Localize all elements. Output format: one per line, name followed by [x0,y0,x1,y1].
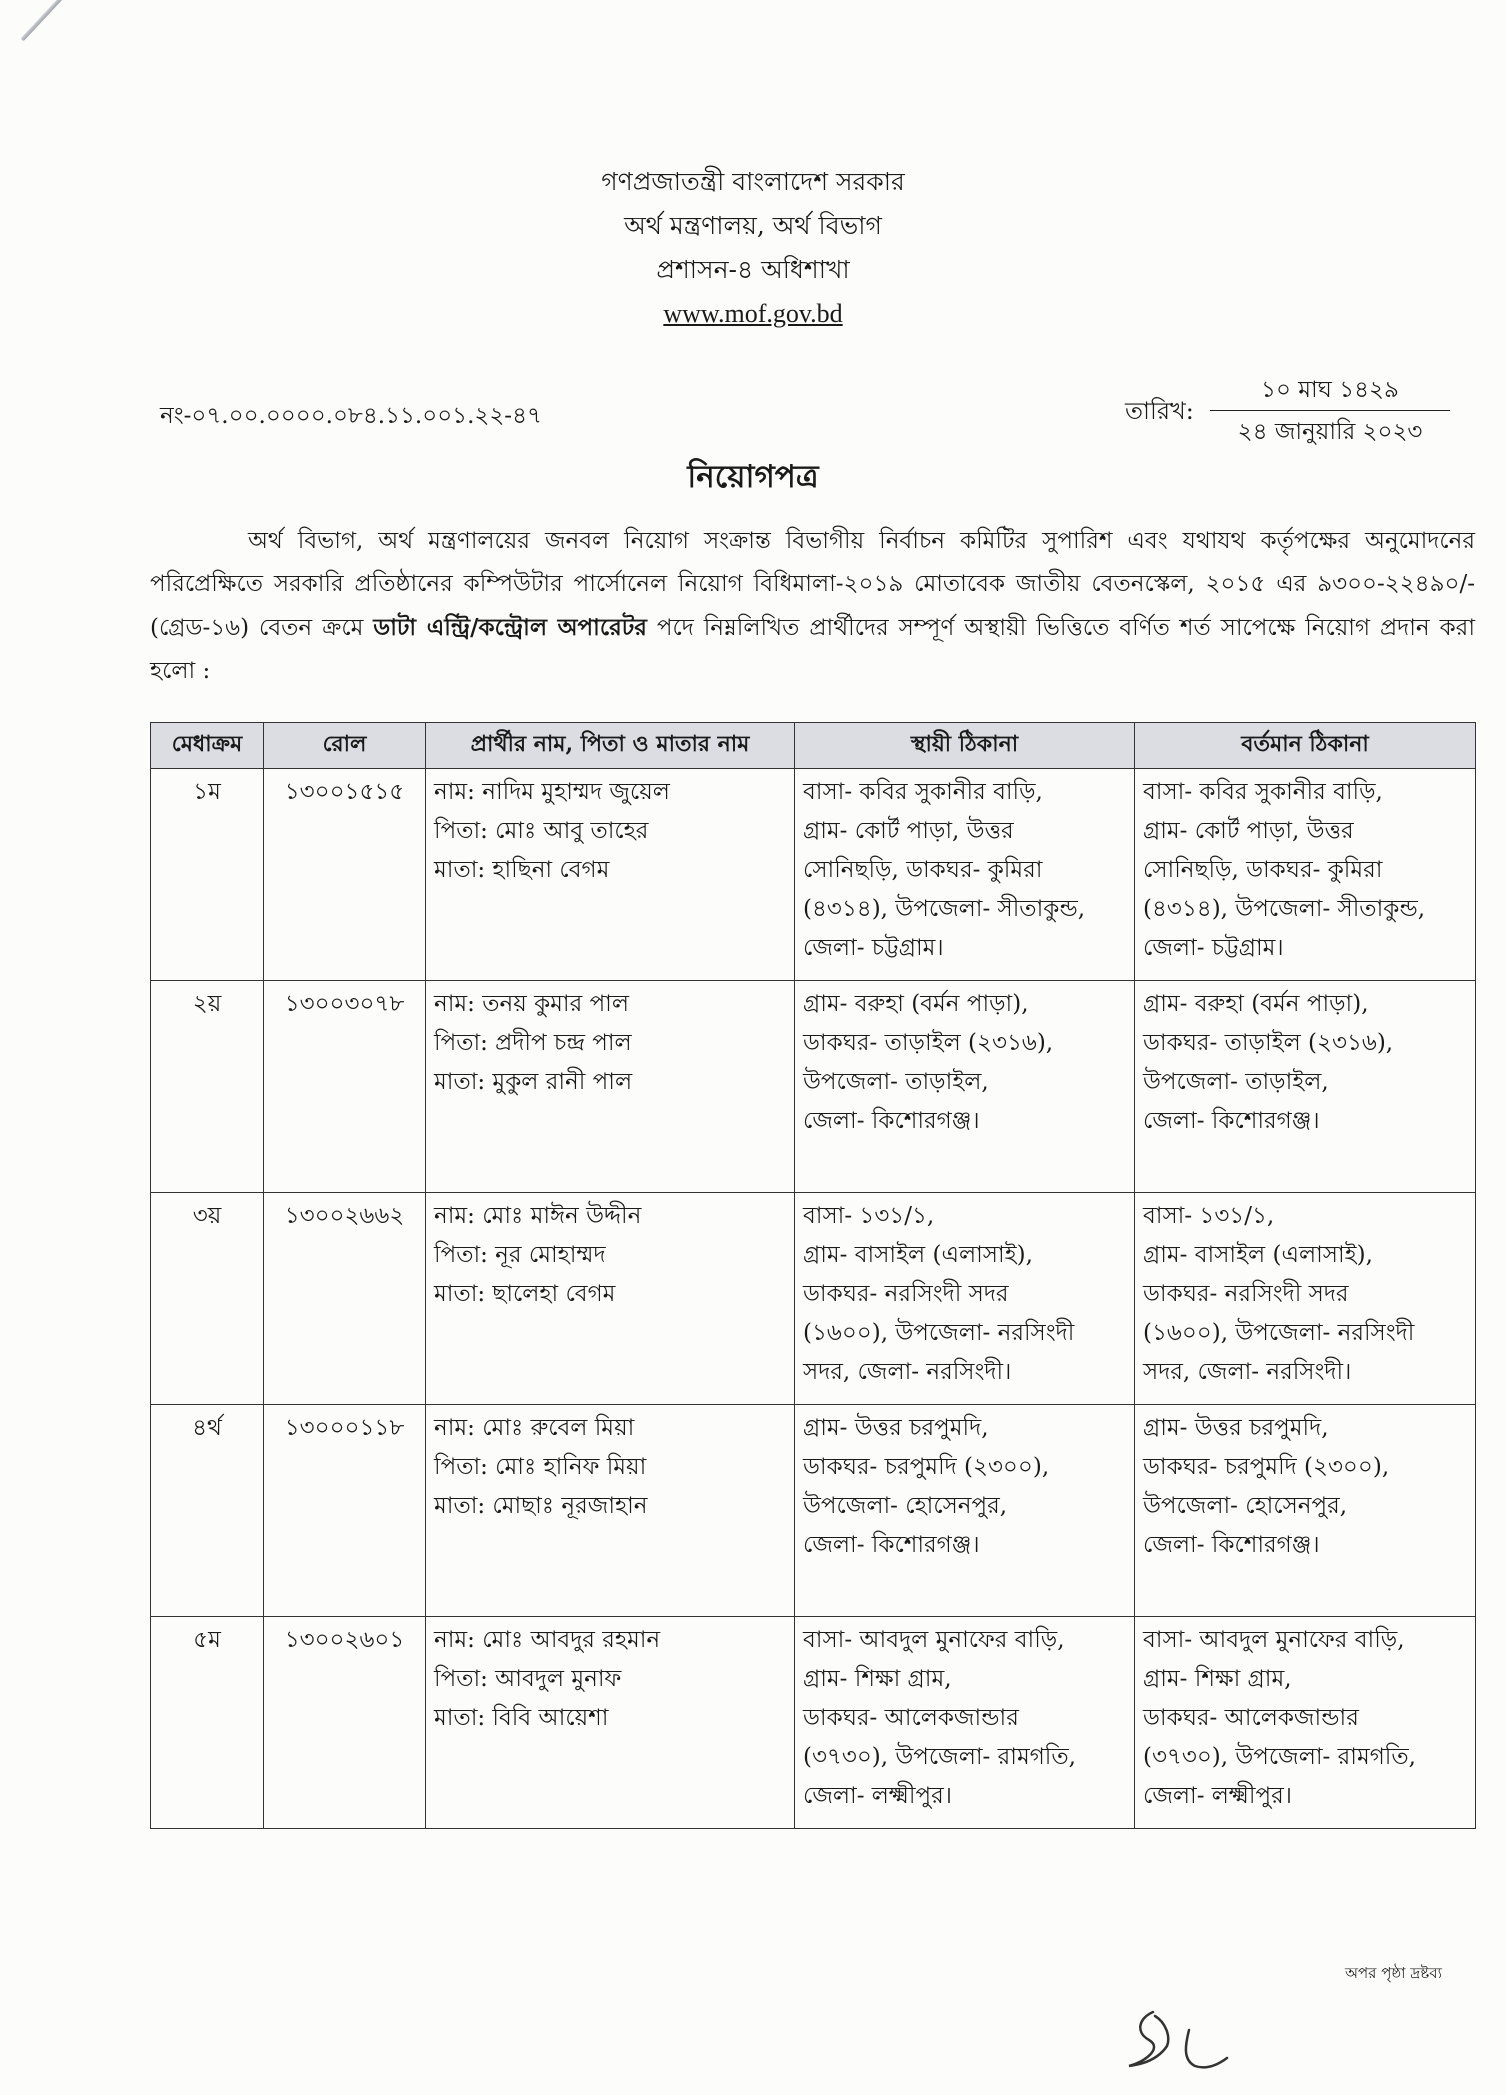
address-line: ডাকঘর- নরসিংদী সদর [803,1281,1009,1307]
address-line: বাসা- আবদুল মুনাফের বাড়ি, [1143,1627,1405,1653]
address-line: গ্রাম- উত্তর চরপুমদি, [1143,1415,1329,1441]
address-line: জেলা- কিশোরগঞ্জ। [1143,1532,1320,1558]
date-block [1210,370,1450,451]
address-line: গ্রাম- বরুহা (বর্মন পাড়া), [1143,991,1369,1017]
address-line: জেলা- কিশোরগঞ্জ। [1143,1108,1320,1134]
cell-roll: ১৩০০২৬০১ [264,1617,426,1829]
table-row [151,1617,1476,1829]
address-line: জেলা- কিশোরগঞ্জ। [803,1108,980,1134]
cell-rank: ৫ম [151,1617,264,1829]
address-line: ডাকঘর- চরপুমদি (২৩০০), [803,1454,1050,1480]
cell-roll: ১৩০০২৬৬২ [264,1193,426,1405]
candidate-name: নাম: মোঃ মাঈন উদ্দীন [434,1203,642,1229]
address-line: গ্রাম- উত্তর চরপুমদি, [803,1415,989,1441]
address-line: (৪৩১৪), উপজেলা- সীতাকুন্ড, [1143,896,1426,922]
father-name: পিতা: মোঃ আবু তাহের [434,818,649,844]
address-line: বাসা- ১৩১/১, [803,1203,935,1229]
table-header-row [151,723,1476,769]
address-line: সদর, জেলা- নরসিংদী। [1143,1359,1352,1385]
cell-permanent-address [795,1193,1135,1405]
appointment-paragraph [150,520,1475,693]
table-row [151,1405,1476,1617]
candidates-table [150,722,1476,1829]
candidate-name: নাম: নাদিম মুহাম্মদ জুয়েল [434,779,670,805]
address-line: উপজেলা- তাড়াইল, [803,1069,989,1095]
cell-present-address [1135,1617,1476,1829]
candidate-name: নাম: মোঃ রুবেল মিয়া [434,1415,635,1441]
address-line: (৩৭৩০), উপজেলা- রামগতি, [1143,1744,1416,1770]
address-line: ডাকঘর- নরসিংদী সদর [1143,1281,1349,1307]
address-line: (১৬০০), উপজেলা- নরসিংদী [1143,1320,1415,1346]
cell-rank: ১ম [151,769,264,981]
address-line: সোনিছড়ি, ডাকঘর- কুমিরা [803,857,1043,883]
paragraph-part-1: অর্থ বিভাগ, অর্থ মন্ত্রণালয়ের জনবল নিয়োগ সংক্রান্ত বিভাগীয় নির্বাচন কমিটির সুপারিশ এবং যথাযথ কর্তৃপক্ষের অনুমোদনের পরিপ্রেক্ষিতে সরকারি প্রতিষ্ঠানের কম্পিউটার পার্সোনেল নিয়োগ বিধিমালা-২০১৯ মোতাবেক জাতীয় বেতনস্কেল, ২০১৫ এর ৯৩০০-২২৪৯০/- (গ্রেড-১৬) বেতন ক্রমে [150,528,1475,641]
header-name: প্রার্থীর নাম, পিতা ও মাতার নাম [426,723,795,769]
cell-names [426,1617,795,1829]
cell-roll: ১৩০০৩০৭৮ [264,981,426,1193]
continued-overleaf-note: অপর পৃষ্ঠা দ্রষ্টব্য [1345,1964,1442,1982]
document-title: নিয়োগপত্র [687,459,819,495]
table-row [151,769,1476,981]
cell-roll: ১৩০০১৫১৫ [264,769,426,981]
signature-icon [1115,2000,1265,2085]
address-line: বাসা- কবির সুকানীর বাড়ি, [803,779,1043,805]
cell-permanent-address [795,1405,1135,1617]
address-line: (৩৭৩০), উপজেলা- রামগতি, [803,1744,1076,1770]
cell-roll: ১৩০০০১১৮ [264,1405,426,1617]
branch-name: প্রশাসন-৪ অধিশাখা [656,255,850,284]
address-line: গ্রাম- বরুহা (বর্মন পাড়া), [803,991,1029,1017]
header-permanent-address: স্থায়ী ঠিকানা [795,723,1135,769]
cell-permanent-address [795,769,1135,981]
cell-present-address [1135,981,1476,1193]
address-line: গ্রাম- শিক্ষা গ্রাম, [1143,1666,1292,1692]
address-line: ডাকঘর- চরপুমদি (২৩০০), [1143,1454,1390,1480]
address-line: বাসা- কবির সুকানীর বাড়ি, [1143,779,1383,805]
address-line: গ্রাম- কোর্ট পাড়া, উত্তর [803,818,1014,844]
candidate-name: নাম: তনয় কুমার পাল [434,991,629,1017]
cell-names [426,769,795,981]
father-name: পিতা: মোঃ হানিফ মিয়া [434,1454,647,1480]
address-line: ডাকঘর- তাড়াইল (২৩১৬), [1143,1030,1394,1056]
address-line: জেলা- চট্টগ্রাম। [803,935,944,961]
mother-name: মাতা: ছালেহা বেগম [434,1281,616,1307]
address-line: গ্রাম- বাসাইল (এলাসাই), [803,1242,1033,1268]
post-name: ডাটা এন্ট্রি/কন্ট্রোল অপারেটর [373,614,647,641]
cell-present-address [1135,1405,1476,1617]
header-present-address: বর্তমান ঠিকানা [1135,723,1476,769]
address-line: জেলা- লক্ষ্মীপুর। [803,1783,952,1809]
address-line: উপজেলা- হোসেনপুর, [1143,1493,1348,1519]
letterhead [0,160,1506,336]
cell-names [426,1405,795,1617]
address-line: সদর, জেলা- নরসিংদী। [803,1359,1012,1385]
government-name: গণপ্রজাতন্ত্রী বাংলাদেশ সরকার [601,167,905,196]
address-line: ডাকঘর- তাড়াইল (২৩১৬), [803,1030,1054,1056]
address-line: জেলা- চট্টগ্রাম। [1143,935,1284,961]
cell-names [426,981,795,1193]
address-line: গ্রাম- কোর্ট পাড়া, উত্তর [1143,818,1354,844]
cell-present-address [1135,769,1476,981]
website-link[interactable]: www.mof.gov.bd [663,299,843,328]
table-row [151,981,1476,1193]
cell-rank: ২য় [151,981,264,1193]
address-line: বাসা- আবদুল মুনাফের বাড়ি, [803,1627,1065,1653]
address-line: জেলা- কিশোরগঞ্জ। [803,1532,980,1558]
cell-rank: ৪র্থ [151,1405,264,1617]
mother-name: মাতা: হাছিনা বেগম [434,857,610,883]
address-line: উপজেলা- হোসেনপুর, [803,1493,1008,1519]
cell-permanent-address [795,981,1135,1193]
address-line: ডাকঘর- আলেকজান্ডার [803,1705,1019,1731]
candidate-name: নাম: মোঃ আবদুর রহমান [434,1627,661,1653]
paper-pin-mark [21,0,89,41]
reference-number: নং-০৭.০০.০০০০.০৮৪.১১.০০১.২২-৪৭ [160,403,542,429]
date-label: তারিখ: [1125,397,1194,425]
cell-rank: ৩য় [151,1193,264,1405]
father-name: পিতা: নূর মোহাম্মদ [434,1242,606,1268]
address-line: জেলা- লক্ষ্মীপুর। [1143,1783,1292,1809]
header-roll: রোল [264,723,426,769]
address-line: সোনিছড়ি, ডাকঘর- কুমিরা [1143,857,1383,883]
address-line: (৪৩১৪), উপজেলা- সীতাকুন্ড, [803,896,1086,922]
address-line: ডাকঘর- আলেকজান্ডার [1143,1705,1359,1731]
mother-name: মাতা: বিবি আয়েশা [434,1705,609,1731]
father-name: পিতা: প্রদীপ চন্দ্র পাল [434,1030,632,1056]
date-bengali: ১০ মাঘ ১৪২৯ [1210,370,1450,411]
address-line: বাসা- ১৩১/১, [1143,1203,1275,1229]
table-row [151,1193,1476,1405]
ministry-name: অর্থ মন্ত্রণালয়, অর্থ বিভাগ [624,211,882,240]
date-gregorian: ২৪ জানুয়ারি ২০২৩ [1237,419,1423,445]
father-name: পিতা: আবদুল মুনাফ [434,1666,622,1692]
header-rank: মেধাক্রম [151,723,264,769]
address-line: গ্রাম- শিক্ষা গ্রাম, [803,1666,952,1692]
address-line: (১৬০০), উপজেলা- নরসিংদী [803,1320,1075,1346]
mother-name: মাতা: মোছাঃ নূরজাহান [434,1493,648,1519]
mother-name: মাতা: মুকুল রানী পাল [434,1069,633,1095]
cell-names [426,1193,795,1405]
cell-present-address [1135,1193,1476,1405]
address-line: গ্রাম- বাসাইল (এলাসাই), [1143,1242,1373,1268]
cell-permanent-address [795,1617,1135,1829]
paragraph-part-2: পদে নিম্নলিখিত প্রার্থীদের সম্পূর্ণ অস্থায়ী ভিত্তিতে বর্ণিত শর্ত সাপেক্ষে নিয়োগ প্রদান করা হলো : [150,615,1475,684]
address-line: উপজেলা- তাড়াইল, [1143,1069,1329,1095]
